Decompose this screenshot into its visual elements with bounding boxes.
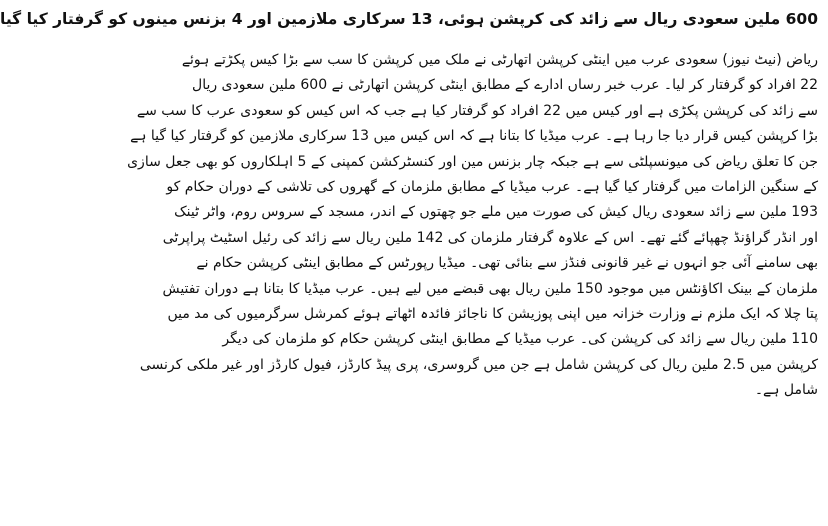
article-line: اور انڈر گراؤنڈ چھپائے گئے تھے۔ اس کے علاوہ گرفتار ملزمان کی 142 ملین ریال سے زائد کی رئیل اسٹیٹ پراپرٹی [162,229,818,246]
article-line: سے زائد کی کرپشن پکڑی ہے اور کیس میں 22 افراد کو گرفتار کیا ہے جب کہ اس کیس کو سعودی عرب کا سب سے [136,102,818,119]
article-line: 22 افراد کو گرفتار کر لیا۔ عرب خبر رساں ادارے کے مطابق اینٹی کرپشن اتھارٹی نے 600 ملین سعودی ریال [192,77,818,94]
article-line: 110 ملین ریال سے زائد کی کرپشن کی۔ عرب میڈیا کے مطابق اینٹی کرپشن حکام کو ملزمان کی دیگر [222,331,818,348]
article-line: بھی سامنے آئی جو انہوں نے غیر قانونی فنڈز سے بنائی تھی۔ میڈیا رپورٹس کے مطابق اینٹی کرپشن حکام نے [196,255,818,272]
article-line: کرپشن میں 2.5 ملین ریال کی کرپشن شامل ہے جن میں گروسری، پری پیڈ کارڈز، فیول کارڈز اور غیر ملکی کرنسی [139,356,818,373]
article-line: ریاض (نیٹ نیوز) سعودی عرب میں اینٹی کرپشن اتھارٹی نے ملک میں کرپشن کا سب سے بڑا کیس پکڑتے ہوئے [181,52,818,68]
article-line: 193 ملین سے زائد سعودی ریال کیش کی صورت میں ملے جو چھتوں کے اندر، مسجد کے سروس روم، واٹر ٹینک [174,204,818,221]
article-line: شامل ہے۔ [754,382,818,399]
article-line: کے سنگین الزامات میں گرفتار کیا گیا ہے۔ عرب میڈیا کے مطابق ملزمان کے گھروں کی تلاشی کے دوران حکام کو [166,178,818,195]
article-headline: 600 ملین سعودی ریال سے زائد کی کرپشن ہوئی، 13 سرکاری ملازمین اور 4 بزنس مینوں کو گرفتار کیا گیا [0,10,818,28]
article-line: جن کا تعلق ریاض کی میونسپلٹی سے ہے جبکہ چار بزنس مین اور کنسٹرکشن کمپنی کے 5 اہلکاروں کو بھی جعل سازی [127,153,818,170]
article-line: ملزمان کے بینک اکاؤنٹس میں موجود 150 ملین ریال بھی قبضے میں لیے ہیں۔ عرب میڈیا کا بتانا ہے دوران تفتیش [162,280,818,297]
article-line: بڑا کرپشن کیس قرار دیا جا رہا ہے۔ عرب میڈیا کا بتانا ہے کہ اس کیس میں 13 سرکاری ملازمین کو گرفتار کیا گیا ہے [130,128,818,145]
article-line: پتا چلا کہ ایک ملزم نے وزارت خزانہ میں اپنی پوزیشن کا ناجائز فائدہ اٹھاتے ہوئے کمرشل سرگرمیوں کی مد میں [167,305,818,322]
article-body [127,48,818,403]
